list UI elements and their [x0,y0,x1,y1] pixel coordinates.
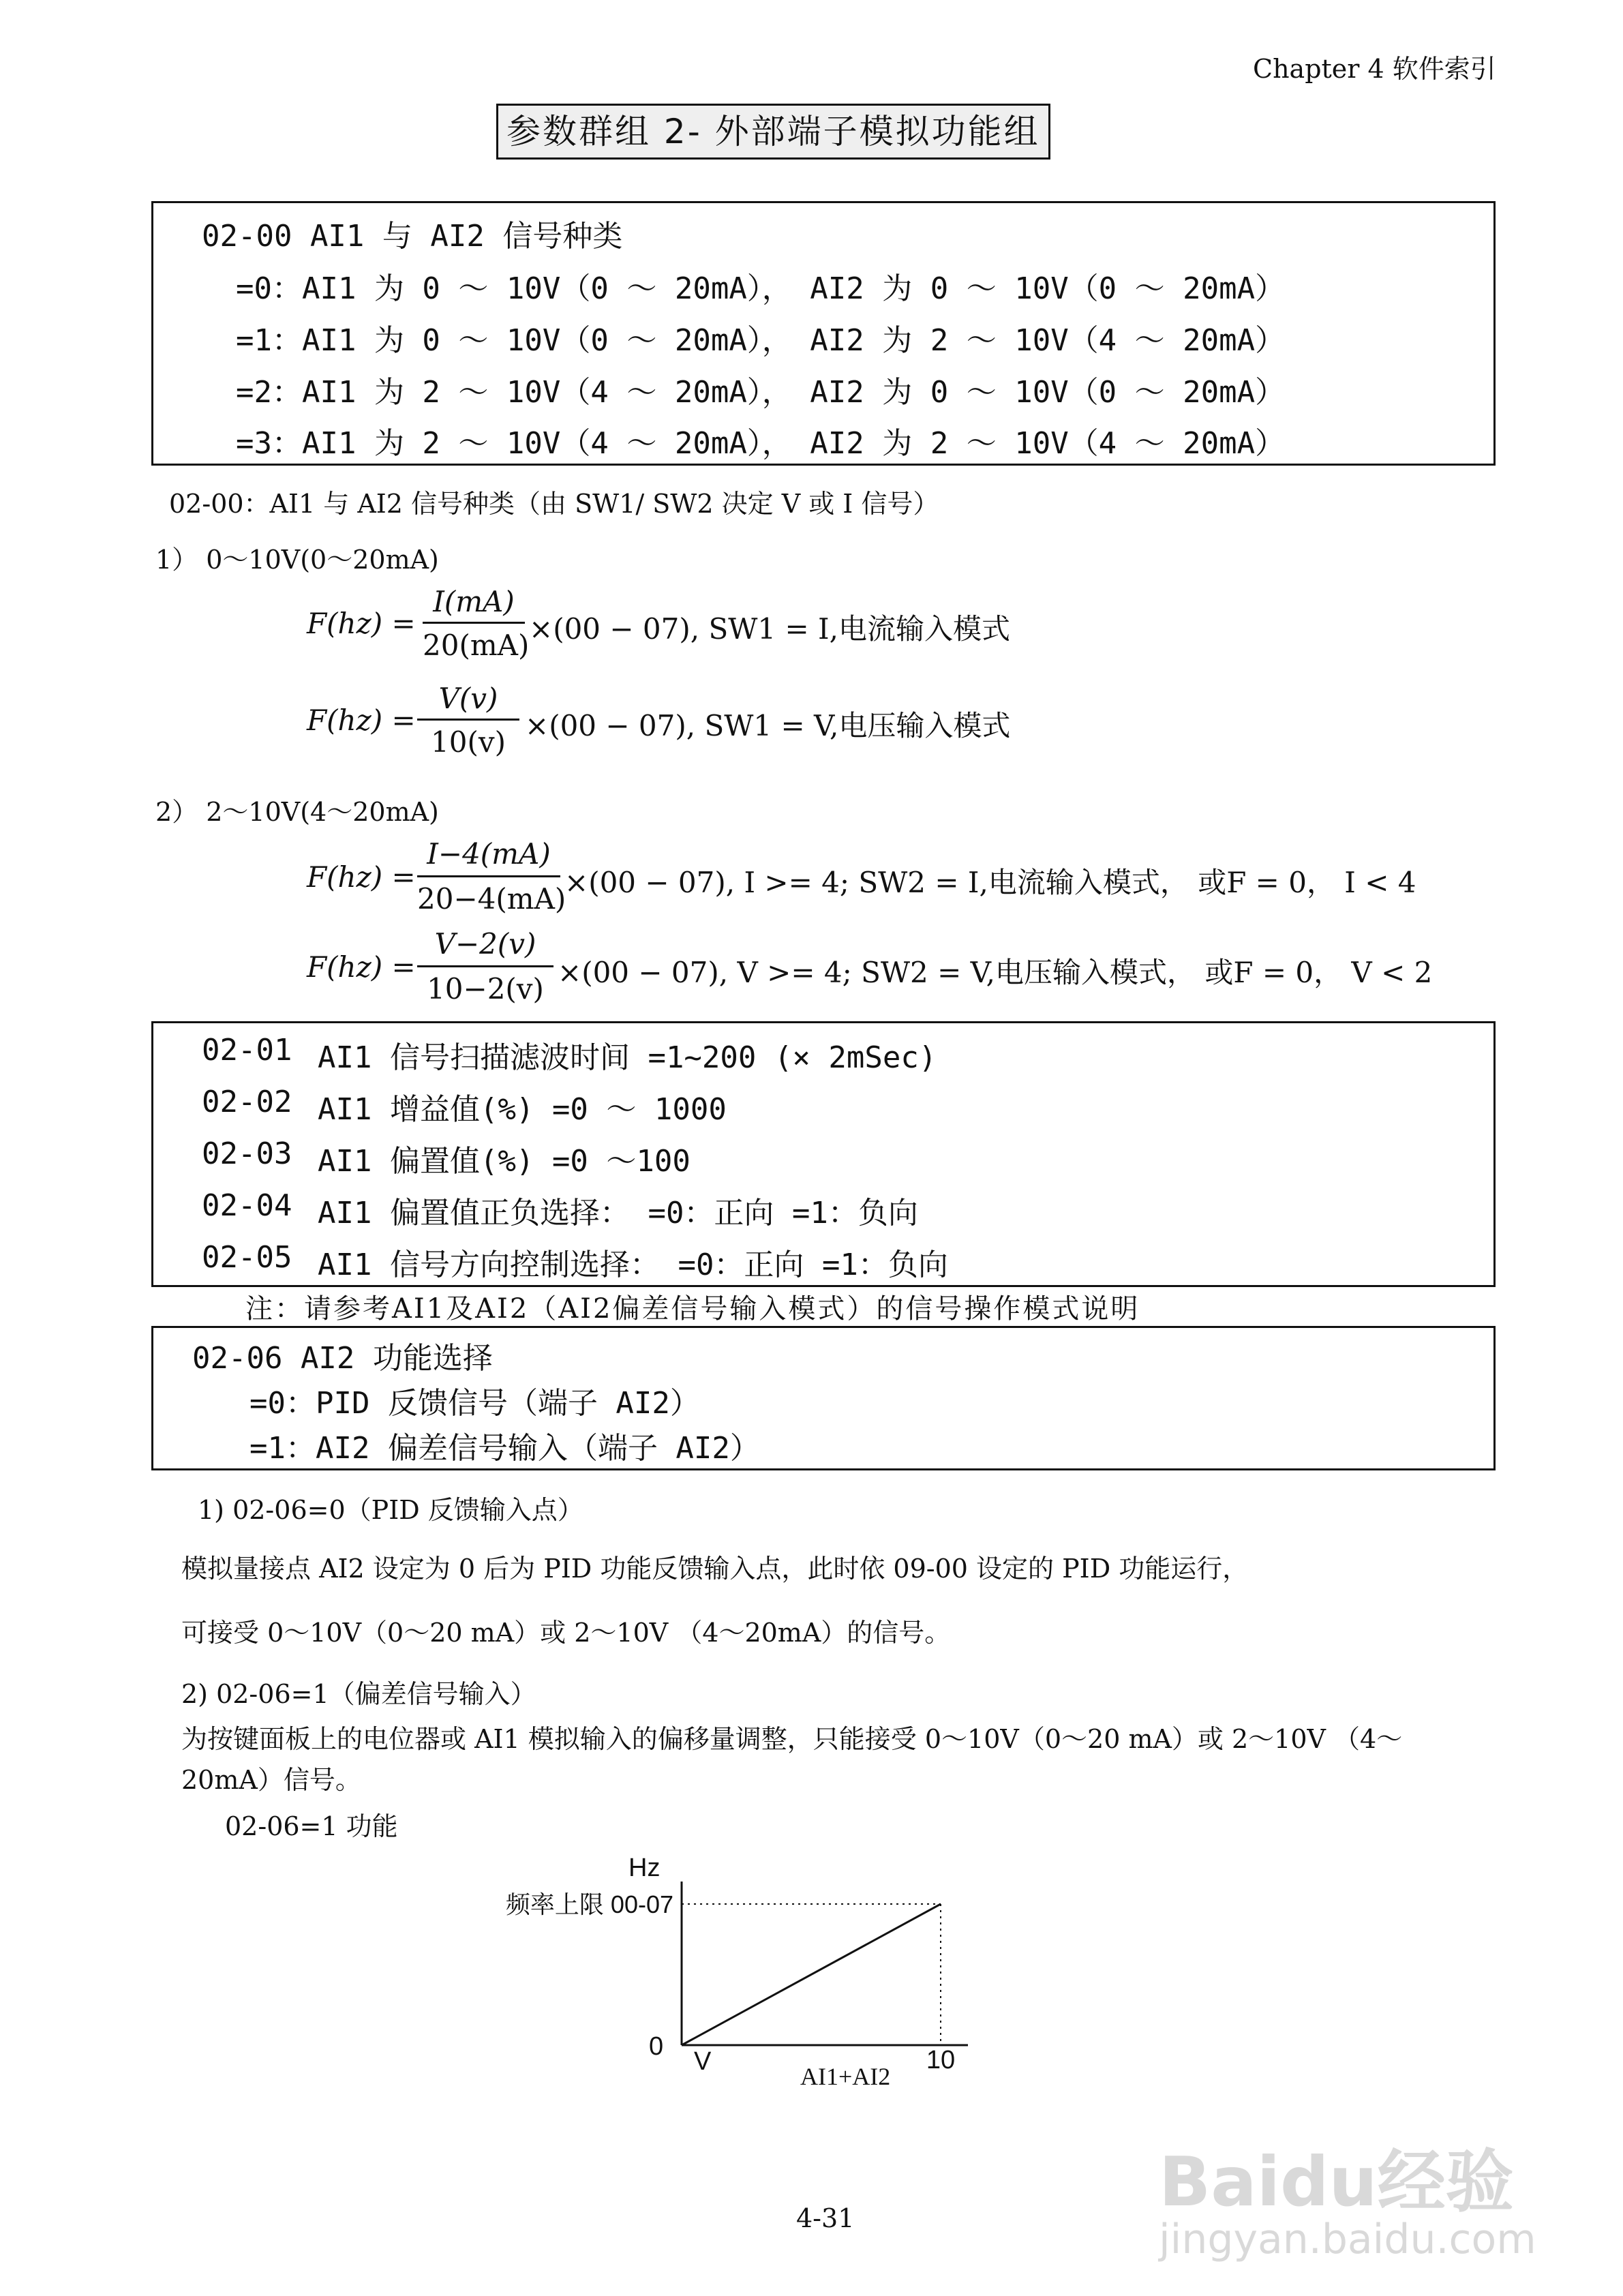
param-row-02-04-text: AI1 偏置值正负选择： =0：正向 =1：负向 [318,1196,918,1230]
para-pid-feedback-line-1: 模拟量接点 AI2 设定为 0 后为 PID 功能反馈输入点，此时依 09-00 设定的 PID 功能运行， [181,1554,1249,1584]
formula-1-lhs: F(hz) = [307,607,416,640]
formula-3-numerator: I−4(mA) [427,837,551,871]
formula-3-lhs: F(hz) = [307,860,416,894]
param-02-00-heading: 02-00 AI1 与 AI2 信号种类 [202,219,623,254]
formula-1-denominator: 20(mA) [423,629,530,662]
param-row-02-05-text: AI1 信号方向控制选择： =0：正向 =1：负向 [318,1248,948,1282]
case-2-label: 2） 2～10V(4～20mA) [155,797,439,827]
chapter-header: Chapter 4 软件索引 [1253,54,1496,84]
para-offset-line-2: 20mA）信号。 [181,1765,361,1795]
param-row-02-05-code: 02-05 [202,1240,292,1275]
param-row-02-01-text: AI1 信号扫描滤波时间 =1~200 (× 2mSec) [318,1040,937,1075]
para-offset-title: 2) 02-06=1（偏差信号输入） [181,1679,536,1709]
chart-x-tick-10: 10 [926,2046,956,2074]
para-offset-line-1: 为按键面板上的电位器或 AI1 模拟输入的偏移量调整，只能接受 0～10V（0～20 mA）或 2～10V （4～ [181,1724,1403,1754]
page-number: 4-31 [796,2203,855,2233]
watermark-url: jingyan.baidu.com [1159,2216,1536,2263]
formula-1-fraction-bar [423,622,525,624]
formula-2-lhs: F(hz) = [307,704,416,737]
param-row-02-03-text: AI1 偏置值(%) =0 ～100 [318,1144,691,1179]
chart-caption: 02-06=1 功能 [225,1811,398,1841]
param-row-02-01-code: 02-01 [202,1033,292,1068]
formula-4-numerator: V−2(v) [434,927,536,961]
formula-2-denominator: 10(v) [431,725,506,759]
formula-2-fraction-bar [417,719,519,721]
chart-x-axis-label: AI1+AI2 [800,2063,891,2090]
para-pid-feedback-line-2: 可接受 0～10V（0～20 mA）或 2～10V （4～20mA）的信号。 [181,1618,951,1648]
chart-series-line [682,1904,941,2045]
chart-x-unit-label: V [694,2047,712,2076]
param-row-02-04-code: 02-04 [202,1188,292,1223]
param-02-06-option-1: =1：AI2 偏差信号输入（端子 AI2） [249,1431,760,1466]
para-pid-feedback-title: 1) 02-06=0（PID 反馈输入点） [198,1495,583,1525]
formula-2-rhs: ×(00 − 07), SW1 = V,电压输入模式 [525,709,1011,742]
param-row-02-02-code: 02-02 [202,1085,292,1119]
formula-3-denominator: 20−4(mA) [417,882,566,916]
watermark-logo: Baidu经验 [1159,2142,1514,2222]
chart-y-max-label: 频率上限 00-07 [505,1890,673,1918]
param-02-00-option-2: =2：AI1 为 2 ～ 10V（4 ～ 20mA）， AI2 为 0 ～ 10V（0 ～ 20mA） [236,375,1286,410]
param-02-00-option-3: =3：AI1 为 2 ～ 10V（4 ～ 20mA）， AI2 为 2 ～ 10V（4 ～ 20mA） [236,426,1286,461]
formula-3-rhs: ×(00 − 07), I >= 4; SW2 = I,电流输入模式， 或F = 0， I < 4 [564,866,1416,899]
param-02-06-heading: 02-06 AI2 功能选择 [192,1341,493,1376]
section-title: 参数群组 2- 外部端子模拟功能组 [496,104,1050,160]
chart-origin-label: 0 [649,2032,664,2061]
reference-note: 注：请参考AI1及AI2（AI2偏差信号输入模式）的信号操作模式说明 [245,1293,1140,1325]
formula-1-numerator: I(mA) [433,585,515,618]
formula-3-fraction-bar [417,875,560,877]
formula-4-fraction-bar [417,965,553,967]
formula-4-lhs: F(hz) = [307,950,416,984]
param-row-02-03-code: 02-03 [202,1136,292,1171]
chart-y-axis-label: Hz [628,1854,661,1882]
formula-2-numerator: V(v) [438,682,498,715]
formula-1-rhs: ×(00 − 07), SW1 = I,电流输入模式 [529,612,1010,646]
function-chart [477,1841,995,2113]
case-1-label: 1） 0～10V(0～20mA) [155,545,439,575]
formula-4-denominator: 10−2(v) [427,972,544,1006]
param-row-02-02-text: AI1 增益值(%) =0 ～ 1000 [318,1092,727,1127]
param-02-06-option-0: =0：PID 反馈信号（端子 AI2） [249,1386,700,1421]
param-02-00-option-0: =0：AI1 为 0 ～ 10V（0 ～ 20mA）， AI2 为 0 ～ 10V（0 ～ 20mA） [236,271,1286,306]
description-line: 02-00：AI1 与 AI2 信号种类（由 SW1/ SW2 决定 V 或 I 信号） [169,489,939,519]
formula-4-rhs: ×(00 − 07), V >= 4; SW2 = V,电压输入模式， 或F = 0， V < 2 [558,956,1433,989]
param-02-00-option-1: =1：AI1 为 0 ～ 10V（0 ～ 20mA）， AI2 为 2 ～ 10V（4 ～ 20mA） [236,323,1286,358]
